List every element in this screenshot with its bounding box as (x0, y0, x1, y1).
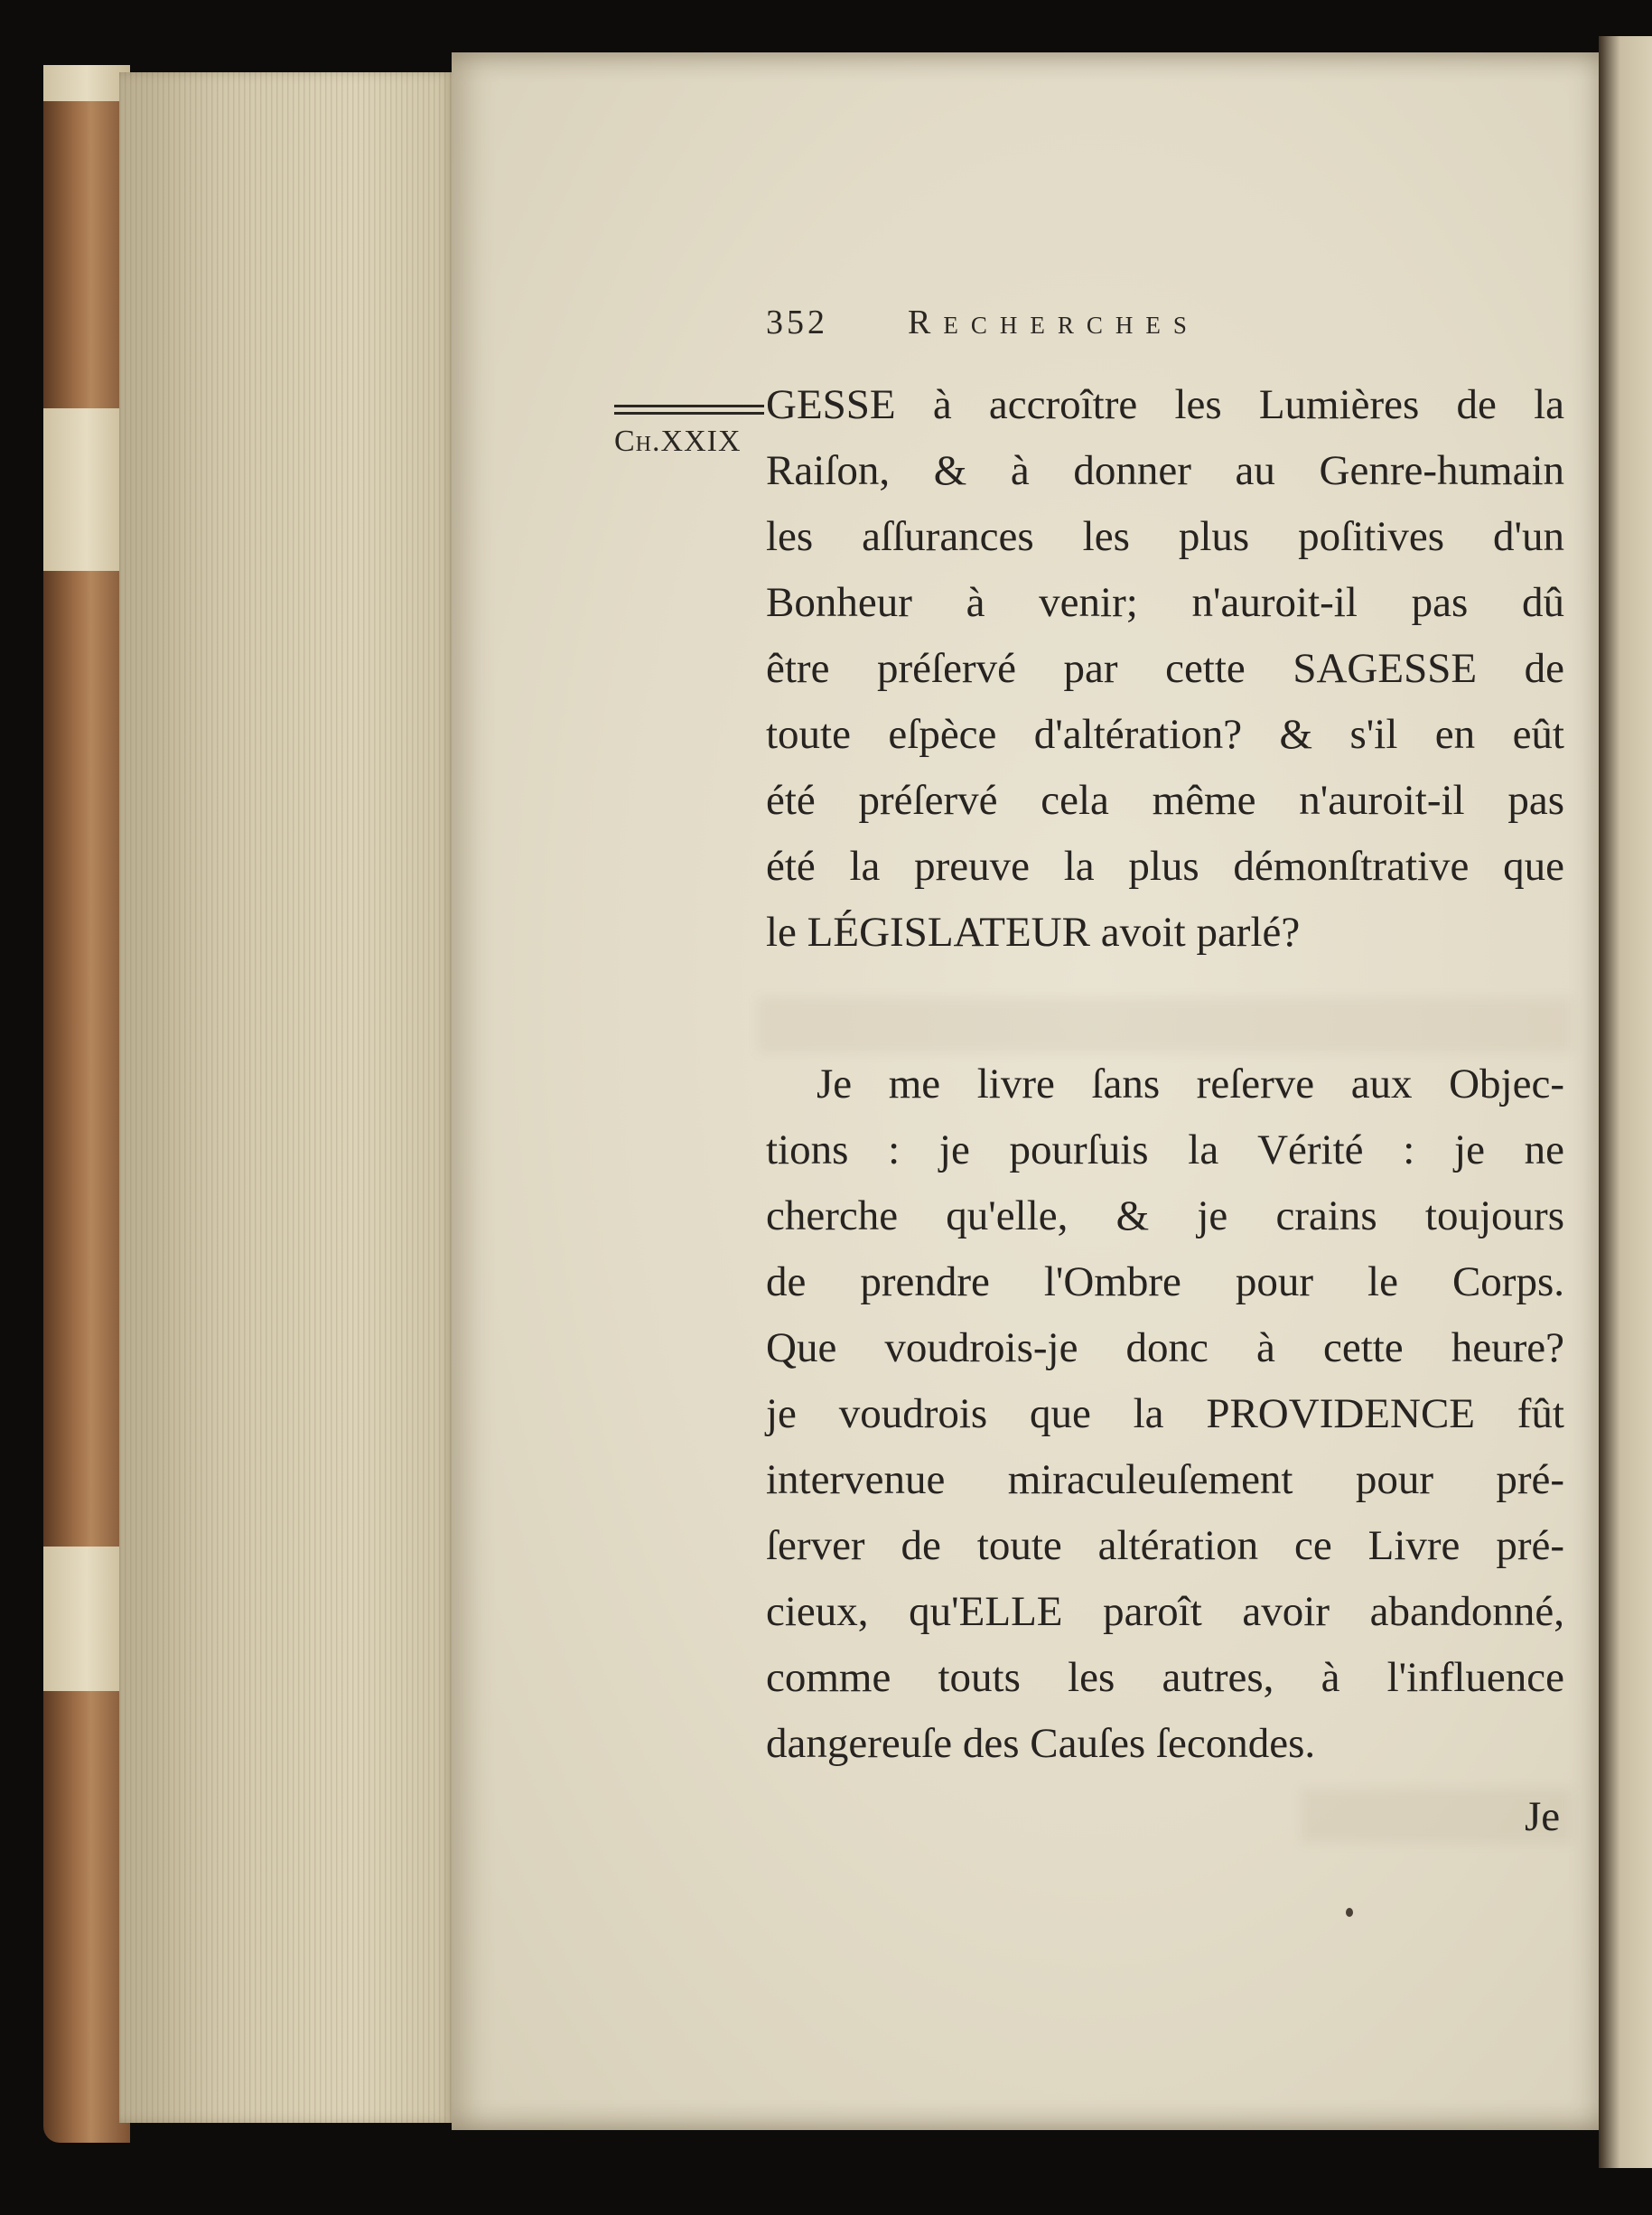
text-line: GESSE à accroître les Lumières de la (766, 381, 1564, 428)
text-line: dangereuſe des Cauſes ſecondes. (766, 1720, 1316, 1767)
text-line: de prendre l'Ombre pour le Corps. (766, 1258, 1564, 1305)
facing-page-edge (1599, 36, 1652, 2168)
cover-corner (43, 65, 130, 101)
page-edges (119, 72, 455, 2123)
catchword: Je (1525, 1793, 1561, 1840)
text-line: cherche qu'elle, & je crains toujours (766, 1192, 1564, 1239)
text-line: Raiſon, & à donner au Genre-humain (766, 447, 1564, 494)
cover-label-band (43, 1547, 130, 1691)
margin-rule (614, 405, 764, 407)
text-line: je voudrois que la PROVIDENCE fût (766, 1390, 1564, 1437)
margin-rule (614, 412, 764, 415)
text-line: toute eſpèce d'altération? & s'il en eût (766, 711, 1564, 758)
text-line: le LÉGISLATEUR avoit parlé? (766, 909, 1301, 956)
text-line: Bonheur à venir; n'auroit-il pas dû (766, 579, 1564, 626)
page-number: 352 (766, 304, 828, 341)
cover-label-band (43, 408, 130, 571)
text-line: les aſſurances les plus poſitives d'un (766, 513, 1564, 560)
text-line: être préſervé par cette SAGESSE de (766, 645, 1564, 692)
page-header (766, 303, 1199, 342)
text-line: Je me livre ſans reſerve aux Objec- (817, 1061, 1564, 1108)
text-line: intervenue miraculeuſement pour pré- (766, 1456, 1564, 1503)
running-head: Recherches (908, 304, 1199, 341)
text-line: comme touts les autres, à l'influence (766, 1654, 1564, 1701)
text-line: été la preuve la plus démonſtrative que (766, 843, 1564, 890)
text-line: ſerver de toute altération ce Livre pré- (766, 1522, 1564, 1569)
ink-spot (1346, 1908, 1353, 1917)
text-line: Que voudrois-je donc à cette heure? (766, 1324, 1564, 1371)
show-through (759, 998, 1572, 1052)
text-line: cieux, qu'ELLE paroît avoir abandonné, (766, 1588, 1564, 1635)
text-line: tions : je pourſuis la Vérité : je ne (766, 1126, 1564, 1173)
text-line: été préſervé cela même n'auroit-il pas (766, 777, 1564, 824)
chapter-margin-note: Ch.XXIX (614, 425, 742, 458)
book-cover-binding (43, 65, 130, 2143)
